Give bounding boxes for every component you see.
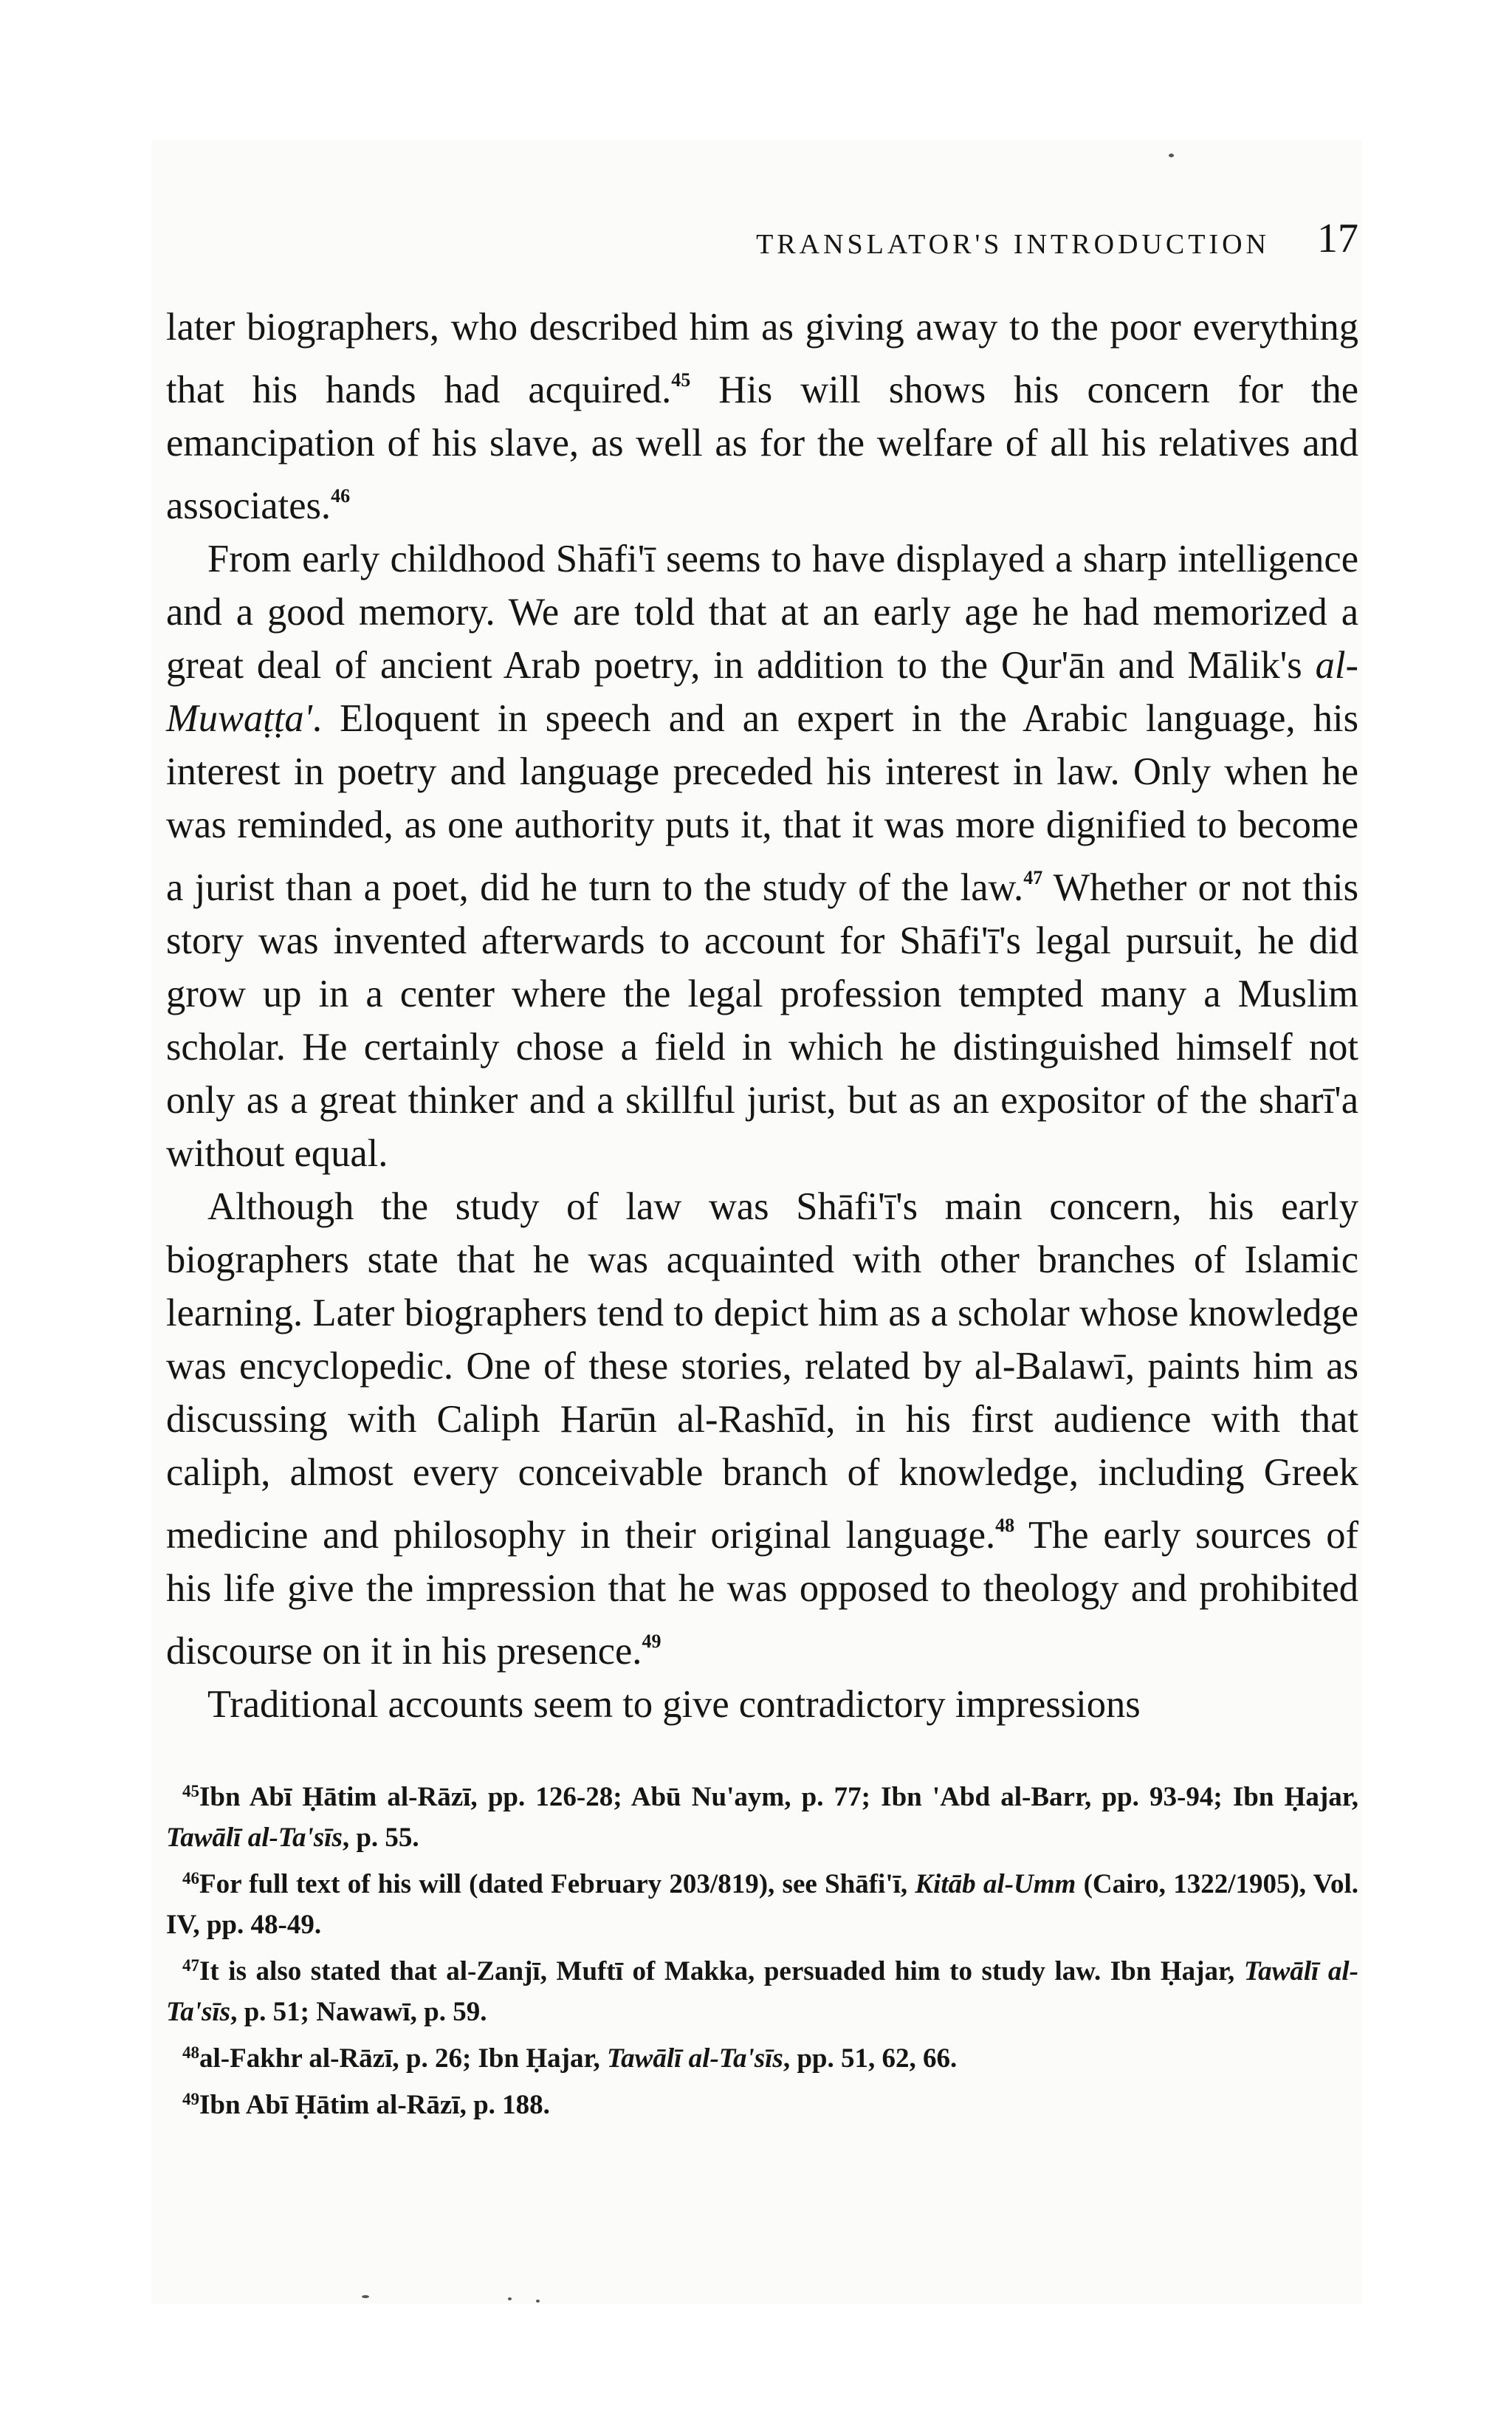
- book-page: [166, 210, 1358, 2125]
- footnote-number: 47: [182, 1956, 199, 1975]
- paragraph-text: From early childhood Shāfi'ī seems to have displayed a sharp intelligence and a good memory. We are told that at an early age he had memorized a great deal of ancient Arab poetry, in addition to the Qur'ān and Mālik's: [166, 538, 1358, 687]
- footnote-marker: 46: [331, 485, 351, 507]
- footnote-text: It is also stated that al-Zanjī, Muftī of Makka, persuaded him to study law. Ibn Ḥajar,: [199, 1956, 1244, 1986]
- footnote-marker: 48: [995, 1515, 1015, 1536]
- footnotes: [166, 1771, 1358, 2125]
- footnote: [166, 1771, 1358, 1858]
- footnote-number: 48: [182, 2043, 199, 2062]
- footnote: [166, 2079, 1358, 2125]
- running-head: TRANSLATOR'S INTRODUCTION: [756, 229, 1270, 260]
- footnote-text: Ibn Abī Ḥātim al-Rāzī, pp. 126-28; Abū Nu'aym, p. 77; Ibn 'Abd al-Barr, pp. 93-94; Ibn Ḥajar,: [199, 1782, 1358, 1812]
- page-header: [166, 210, 1358, 270]
- footnote-text: (Cairo, 1322/1905), Vol. IV, pp. 48-49.: [166, 1869, 1359, 1940]
- footnote-italic: Kitāb al-Umm: [915, 1869, 1076, 1899]
- scan-speck: [362, 2295, 369, 2298]
- footnote-number: 46: [182, 1869, 199, 1888]
- paragraph: [166, 301, 1358, 532]
- footnote: [166, 1945, 1358, 2032]
- footnote-text: al-Fakhr al-Rāzī, p. 26; Ibn Ḥajar,: [199, 2043, 607, 2074]
- paragraph-text: Whether or not this story was invented afterwards to account for Shāfi'ī's legal pursuit, he did grow up in a center where the legal profession tempted many a Muslim scholar. He certainly chose a field in which he distinguished himself not only as a great thinker and a skillful jurist, but as an expositor of the sharī'a without equal.: [166, 866, 1358, 1175]
- scan-speck: [536, 2300, 540, 2303]
- footnote: [166, 2032, 1358, 2079]
- footnote-italic: Tawālī al-Ta'sīs: [166, 1823, 343, 1853]
- footnote-number: 49: [182, 2090, 199, 2108]
- paragraph: [166, 1678, 1358, 1731]
- footnote: [166, 1858, 1358, 1945]
- paragraph-text: The early sources of his life give the impression that he was opposed to theology and prohibited discourse on it in his presence.: [166, 1514, 1358, 1673]
- footnote-text: , pp. 51, 62, 66.: [783, 2043, 958, 2074]
- scan-speck: [508, 2297, 512, 2300]
- footnote-marker: 45: [671, 369, 691, 391]
- paragraph: [166, 532, 1358, 1180]
- footnote-italic: Tawālī al-Ta'sīs: [166, 1956, 1358, 2027]
- page-number: 17: [1317, 216, 1358, 261]
- paragraph-text: Although the study of law was Shāfi'ī's main concern, his early biographers state that he was acquainted with other branches of Islamic learning. Later biographers tend to depict him as a scholar whose knowledge was encyclopedic. One of these stories, related by al-Balawī, paints him as discussing with Caliph Harūn al-Rashīd, in his first audience with that caliph, almost every conceivable branch of knowledge, including Greek medicine and philosophy in their original language.: [166, 1185, 1358, 1557]
- footnote-marker: 47: [1023, 867, 1043, 888]
- body-text: [166, 301, 1358, 1731]
- paragraph-text: . Eloquent in speech and an expert in the Arabic language, his interest in poetry and language preceded his interest in law. Only when he was reminded, as one authority puts it, that it was more dignified to become a jurist than a poet, did he turn to the study of the law.: [166, 697, 1358, 909]
- footnote-number: 45: [182, 1782, 199, 1800]
- footnote-text: , p. 55.: [342, 1823, 419, 1853]
- paragraph: [166, 1180, 1358, 1678]
- paragraph-text: later biographers, who described him as giving away to the poor everything that his hands had acquired.: [166, 306, 1358, 411]
- footnote-text: , p. 51; Nawawī, p. 59.: [230, 1997, 487, 2027]
- italic-title: al-Muwaṭṭa': [166, 644, 1358, 740]
- footnote-marker: 49: [642, 1631, 662, 1652]
- footnote-text: For full text of his will (dated February 203/819), see Shāfi'ī,: [199, 1869, 915, 1899]
- paragraph-text: His will shows his concern for the emancipation of his slave, as well as for the welfare of all his relatives and associates.: [166, 368, 1358, 527]
- footnote-text: Ibn Abī Ḥātim al-Rāzī, p. 188.: [199, 2090, 550, 2120]
- paragraph-text: Traditional accounts seem to give contradictory impressions: [207, 1683, 1141, 1726]
- scan-speck: [1169, 154, 1174, 157]
- footnote-italic: Tawālī al-Ta'sīs: [606, 2043, 783, 2074]
